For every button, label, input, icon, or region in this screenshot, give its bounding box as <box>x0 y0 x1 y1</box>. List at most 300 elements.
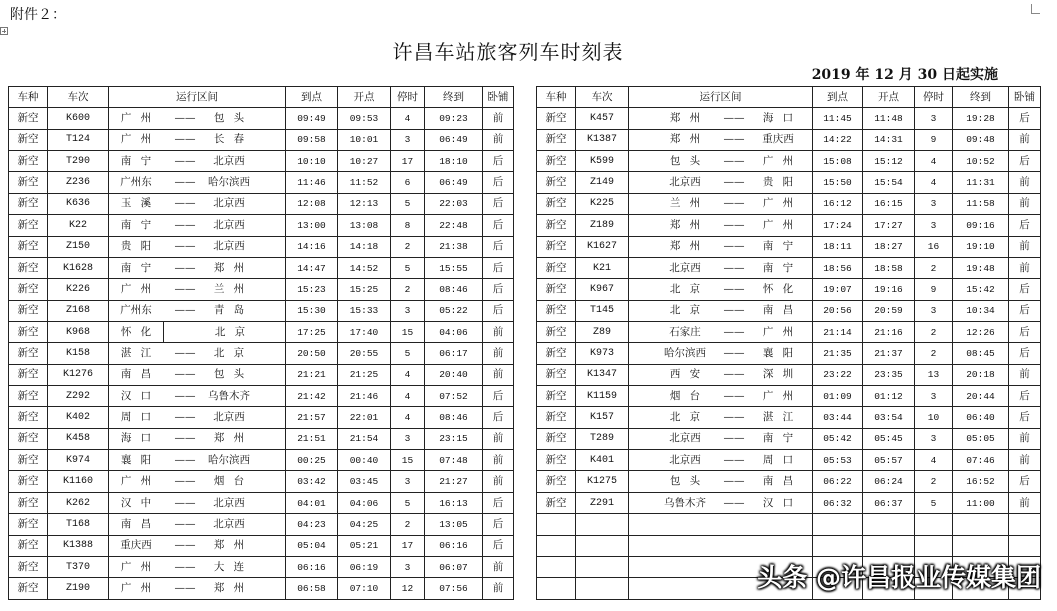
stop-minutes-cell: 4 <box>391 108 425 129</box>
timetable-row <box>9 578 514 599</box>
route-group <box>109 450 285 470</box>
timetable-row <box>537 279 1041 300</box>
train-type-cell: 新空 <box>537 257 576 278</box>
destination-station: 长 春 <box>213 133 245 146</box>
terminal-arrival-cell: 06:16 <box>425 535 483 556</box>
timetable-row <box>537 321 1041 342</box>
route-group <box>629 173 812 193</box>
berth-position-cell: 前 <box>483 556 514 577</box>
departure-time-cell: 06:19 <box>338 556 391 577</box>
train-number-cell: T289 <box>576 428 629 449</box>
train-type-cell: 新空 <box>9 193 48 214</box>
train-type-cell: 新空 <box>9 578 48 599</box>
berth-position-cell: 后 <box>483 279 514 300</box>
route-cell <box>629 492 813 513</box>
train-number-cell: T168 <box>48 514 109 535</box>
berth-position-cell: 后 <box>483 300 514 321</box>
train-type-cell: 新空 <box>9 364 48 385</box>
departure-time-cell: 15:12 <box>863 151 915 172</box>
route-group <box>629 343 812 363</box>
destination-station: 烟 台 <box>213 475 245 488</box>
terminal-arrival-cell: 15:42 <box>953 279 1009 300</box>
berth-position-cell: 后 <box>1009 343 1041 364</box>
route-separator: —— <box>174 581 196 594</box>
departure-time-cell: 05:57 <box>863 450 915 471</box>
train-type-cell: 新空 <box>537 386 576 407</box>
train-number-cell: K1388 <box>48 535 109 556</box>
train-number-cell: K457 <box>576 108 629 129</box>
arrival-time-cell: 04:23 <box>286 514 338 535</box>
timetable-row <box>9 386 514 407</box>
train-number-cell: Z189 <box>576 215 629 236</box>
arrival-time-cell: 23:22 <box>813 364 863 385</box>
timetable-left <box>8 86 514 600</box>
destination-station: 襄 阳 <box>762 346 794 359</box>
departure-time-cell: 09:53 <box>338 108 391 129</box>
origin-station: 广州东 <box>120 304 152 317</box>
destination-station: 北京西 <box>213 218 245 231</box>
route-cell <box>109 514 286 535</box>
route-cell <box>109 578 286 599</box>
arrival-time-cell: 03:44 <box>813 407 863 428</box>
arrival-time-cell: 06:22 <box>813 471 863 492</box>
timetable-row <box>9 535 514 556</box>
header-train-type: 车种 <box>9 87 48 108</box>
terminal-arrival-cell: 20:44 <box>953 386 1009 407</box>
departure-time-cell: 21:25 <box>338 364 391 385</box>
departure-time-cell <box>863 535 915 556</box>
train-number-cell: K225 <box>576 193 629 214</box>
route-cell <box>109 535 286 556</box>
train-number-cell: Z236 <box>48 172 109 193</box>
train-number-cell: K157 <box>576 407 629 428</box>
berth-position-cell: 后 <box>483 236 514 257</box>
train-number-cell: K1387 <box>576 129 629 150</box>
destination-station: 北 京 <box>214 325 246 338</box>
berth-position-cell: 后 <box>1009 279 1041 300</box>
train-number-cell <box>576 535 629 556</box>
destination-station: 乌鲁木齐 <box>208 389 250 402</box>
departure-time-cell: 21:16 <box>863 321 915 342</box>
departure-time-cell: 20:59 <box>863 300 915 321</box>
timetable-row <box>537 257 1041 278</box>
document-title: 许昌车站旅客列车时刻表 <box>392 40 624 64</box>
destination-station: 北京西 <box>213 496 245 509</box>
train-number-cell: K401 <box>576 450 629 471</box>
arrival-time-cell: 21:51 <box>286 428 338 449</box>
terminal-arrival-cell: 22:03 <box>425 193 483 214</box>
terminal-arrival-cell: 20:18 <box>953 364 1009 385</box>
destination-station: 广 州 <box>762 218 794 231</box>
departure-time-cell: 00:40 <box>338 450 391 471</box>
terminal-arrival-cell: 21:27 <box>425 471 483 492</box>
origin-station: 北京西 <box>669 176 701 189</box>
departure-time-cell: 07:10 <box>338 578 391 599</box>
route-group <box>629 130 812 150</box>
origin-station: 南 昌 <box>120 517 152 530</box>
train-number-cell: K599 <box>576 151 629 172</box>
header-route: 运行区间 <box>109 87 286 108</box>
route-separator: —— <box>174 475 196 488</box>
train-type-cell: 新空 <box>9 215 48 236</box>
train-number-cell: T290 <box>48 151 109 172</box>
arrival-time-cell: 21:35 <box>813 343 863 364</box>
train-number-cell: T124 <box>48 129 109 150</box>
timetable-row <box>537 172 1041 193</box>
arrival-time-cell: 21:57 <box>286 407 338 428</box>
terminal-arrival-cell: 06:49 <box>425 129 483 150</box>
train-number-cell: K1627 <box>576 236 629 257</box>
train-type-cell: 新空 <box>537 236 576 257</box>
route-separator: —— <box>723 154 745 167</box>
route-separator: —— <box>174 432 196 445</box>
berth-position-cell: 后 <box>483 386 514 407</box>
terminal-arrival-cell: 07:48 <box>425 450 483 471</box>
route-group <box>109 386 285 406</box>
train-type-cell <box>537 514 576 535</box>
route-separator <box>164 322 208 342</box>
timetable-row <box>9 321 514 342</box>
route-group <box>109 536 285 556</box>
destination-station: 郑 州 <box>213 539 245 552</box>
train-type-cell: 新空 <box>537 492 576 513</box>
route-cell <box>629 193 813 214</box>
origin-station: 周 口 <box>120 411 152 424</box>
destination-station: 贵 阳 <box>762 176 794 189</box>
terminal-arrival-cell: 07:52 <box>425 386 483 407</box>
arrival-time-cell: 15:23 <box>286 279 338 300</box>
origin-station: 贵 阳 <box>120 240 152 253</box>
destination-station: 兰 州 <box>213 282 245 295</box>
route-cell <box>629 386 813 407</box>
departure-time-cell: 19:16 <box>863 279 915 300</box>
route-separator: —— <box>723 325 745 338</box>
route-cell <box>629 321 813 342</box>
route-separator: —— <box>174 261 196 274</box>
terminal-arrival-cell: 06:07 <box>425 556 483 577</box>
route-group <box>629 408 812 428</box>
origin-station: 南 昌 <box>120 368 152 381</box>
timetable-row <box>9 428 514 449</box>
berth-position-cell: 前 <box>1009 428 1041 449</box>
arrival-time-cell: 21:42 <box>286 386 338 407</box>
departure-time-cell: 17:27 <box>863 215 915 236</box>
stop-minutes-cell: 4 <box>391 386 425 407</box>
route-group <box>109 578 285 598</box>
destination-station: 北京西 <box>213 240 245 253</box>
train-number-cell: K968 <box>48 321 109 342</box>
destination-station <box>756 514 800 534</box>
terminal-arrival-cell: 06:17 <box>425 343 483 364</box>
stop-minutes-cell: 3 <box>915 193 953 214</box>
arrival-time-cell <box>813 514 863 535</box>
berth-position-cell: 后 <box>1009 108 1041 129</box>
origin-station: 包 头 <box>669 475 701 488</box>
arrival-time-cell: 20:50 <box>286 343 338 364</box>
destination-station: 广 州 <box>762 389 794 402</box>
destination-station: 北京西 <box>213 411 245 424</box>
route-cell <box>629 108 813 129</box>
berth-position-cell: 前 <box>483 321 514 342</box>
route-separator: —— <box>723 240 745 253</box>
destination-station: 包 头 <box>213 112 245 125</box>
departure-time-cell: 05:45 <box>863 428 915 449</box>
route-separator: —— <box>174 368 196 381</box>
stop-minutes-cell: 6 <box>391 172 425 193</box>
train-type-cell: 新空 <box>537 193 576 214</box>
arrival-time-cell: 21:21 <box>286 364 338 385</box>
route-separator: —— <box>723 261 745 274</box>
route-group <box>109 472 285 492</box>
origin-station <box>658 514 712 534</box>
arrival-time-cell: 16:12 <box>813 193 863 214</box>
timetable-row <box>537 108 1041 129</box>
header-terminal-arrival: 终到 <box>953 87 1009 108</box>
origin-station: 重庆西 <box>120 539 152 552</box>
terminal-arrival-cell: 19:10 <box>953 236 1009 257</box>
terminal-arrival-cell: 16:13 <box>425 492 483 513</box>
origin-station: 襄 阳 <box>120 453 152 466</box>
destination-station: 哈尔滨西 <box>208 176 250 189</box>
origin-station: 北 京 <box>669 411 701 424</box>
departure-time-cell: 12:13 <box>338 193 391 214</box>
destination-station: 郑 州 <box>213 581 245 594</box>
berth-position-cell: 后 <box>483 257 514 278</box>
watermark-text: 头条 @许昌报业传媒集团 <box>757 563 1041 592</box>
arrival-time-cell: 09:49 <box>286 108 338 129</box>
departure-time-cell: 15:54 <box>863 172 915 193</box>
timetable-row <box>9 108 514 129</box>
route-group <box>629 109 812 129</box>
route-cell <box>109 193 286 214</box>
origin-station: 广 州 <box>120 112 152 125</box>
departure-time-cell: 03:45 <box>338 471 391 492</box>
route-separator: —— <box>174 453 196 466</box>
timetable-row <box>537 343 1041 364</box>
timetable-row <box>537 386 1041 407</box>
arrival-time-cell: 21:14 <box>813 321 863 342</box>
destination-station: 广 州 <box>762 325 794 338</box>
train-number-cell: Z190 <box>48 578 109 599</box>
stop-minutes-cell: 4 <box>915 151 953 172</box>
train-number-cell <box>576 578 629 599</box>
route-cell <box>629 450 813 471</box>
route-cell <box>109 215 286 236</box>
destination-station: 南 宁 <box>762 432 794 445</box>
origin-station <box>658 536 712 556</box>
origin-station: 怀 化 <box>109 322 164 342</box>
route-separator: —— <box>174 496 196 509</box>
origin-station: 广 州 <box>120 475 152 488</box>
train-number-cell <box>576 514 629 535</box>
train-type-cell: 新空 <box>9 535 48 556</box>
arrival-time-cell: 14:47 <box>286 257 338 278</box>
train-number-cell: K262 <box>48 492 109 513</box>
timetable-row <box>537 215 1041 236</box>
arrival-time-cell: 06:32 <box>813 492 863 513</box>
stop-minutes-cell: 17 <box>391 151 425 172</box>
berth-position-cell: 前 <box>483 578 514 599</box>
berth-position-cell: 前 <box>483 428 514 449</box>
stop-minutes-cell: 3 <box>391 556 425 577</box>
route-group <box>629 450 812 470</box>
timetable-row <box>537 193 1041 214</box>
terminal-arrival-cell: 04:06 <box>425 321 483 342</box>
timetable-row <box>9 514 514 535</box>
route-cell <box>629 279 813 300</box>
route-cell <box>629 257 813 278</box>
route-separator: —— <box>723 112 745 125</box>
berth-position-cell <box>1009 535 1041 556</box>
stop-minutes-cell: 4 <box>915 172 953 193</box>
timetable-row <box>537 236 1041 257</box>
route-group <box>109 109 285 129</box>
berth-position-cell: 前 <box>483 450 514 471</box>
train-type-cell: 新空 <box>9 428 48 449</box>
route-separator: —— <box>723 432 745 445</box>
stop-minutes-cell: 13 <box>915 364 953 385</box>
train-number-cell: K973 <box>576 343 629 364</box>
terminal-arrival-cell: 12:26 <box>953 321 1009 342</box>
route-cell <box>109 492 286 513</box>
route-separator: —— <box>174 389 196 402</box>
berth-position-cell: 前 <box>1009 492 1041 513</box>
route-group <box>629 279 812 299</box>
stop-minutes-cell: 3 <box>915 215 953 236</box>
departure-time-cell: 14:18 <box>338 236 391 257</box>
destination-station: 哈尔滨西 <box>208 453 250 466</box>
berth-position-cell: 前 <box>483 108 514 129</box>
route-cell <box>109 300 286 321</box>
train-type-cell: 新空 <box>9 471 48 492</box>
origin-station: 广 州 <box>120 581 152 594</box>
train-number-cell: K1628 <box>48 257 109 278</box>
route-group <box>629 493 812 513</box>
stop-minutes-cell: 4 <box>391 407 425 428</box>
header-departure: 开点 <box>863 87 915 108</box>
origin-station: 南 宁 <box>120 154 152 167</box>
train-type-cell: 新空 <box>537 428 576 449</box>
route-separator <box>712 578 756 598</box>
route-group <box>109 408 285 428</box>
route-group <box>109 258 285 278</box>
train-number-cell: K974 <box>48 450 109 471</box>
train-type-cell <box>537 556 576 577</box>
train-type-cell: 新空 <box>537 215 576 236</box>
arrival-time-cell: 15:30 <box>286 300 338 321</box>
departure-time-cell: 11:52 <box>338 172 391 193</box>
origin-station: 玉 溪 <box>120 197 152 210</box>
stop-minutes-cell: 17 <box>391 535 425 556</box>
stop-minutes-cell: 4 <box>391 364 425 385</box>
timetable-row <box>9 279 514 300</box>
route-separator: —— <box>174 240 196 253</box>
route-cell <box>109 172 286 193</box>
timetable-row <box>537 428 1041 449</box>
departure-time-cell: 05:21 <box>338 535 391 556</box>
departure-time-cell: 06:37 <box>863 492 915 513</box>
departure-time-cell: 03:54 <box>863 407 915 428</box>
departure-time-cell: 18:58 <box>863 257 915 278</box>
train-type-cell: 新空 <box>9 321 48 342</box>
route-separator: —— <box>723 282 745 295</box>
timetable-row <box>9 129 514 150</box>
departure-time-cell: 14:31 <box>863 129 915 150</box>
route-separator: —— <box>174 411 196 424</box>
route-cell <box>109 257 286 278</box>
berth-position-cell: 前 <box>483 129 514 150</box>
header-row <box>9 87 514 108</box>
route-cell <box>629 129 813 150</box>
origin-station: 石家庄 <box>669 325 701 338</box>
origin-station: 湛 江 <box>120 346 152 359</box>
destination-station: 郑 州 <box>213 432 245 445</box>
origin-station: 南 宁 <box>120 261 152 274</box>
route-cell <box>109 236 286 257</box>
origin-station: 北 京 <box>669 282 701 295</box>
departure-time-cell: 04:06 <box>338 492 391 513</box>
route-separator: —— <box>723 133 745 146</box>
train-number-cell: Z291 <box>576 492 629 513</box>
train-type-cell: 新空 <box>537 108 576 129</box>
train-type-cell: 新空 <box>537 471 576 492</box>
route-separator: —— <box>174 304 196 317</box>
departure-time-cell: 06:24 <box>863 471 915 492</box>
berth-position-cell: 前 <box>483 471 514 492</box>
departure-time-cell: 23:35 <box>863 364 915 385</box>
origin-station: 广 州 <box>120 282 152 295</box>
departure-time-cell: 01:12 <box>863 386 915 407</box>
arrival-time-cell: 00:25 <box>286 450 338 471</box>
terminal-arrival-cell: 08:46 <box>425 279 483 300</box>
header-berth: 卧铺 <box>1009 87 1041 108</box>
route-group <box>109 194 285 214</box>
route-cell <box>109 321 286 342</box>
arrival-time-cell: 09:58 <box>286 129 338 150</box>
arrival-time-cell: 05:04 <box>286 535 338 556</box>
destination-station: 南 昌 <box>762 475 794 488</box>
route-separator: —— <box>723 368 745 381</box>
berth-position-cell: 后 <box>483 172 514 193</box>
train-type-cell <box>537 578 576 599</box>
terminal-arrival-cell: 09:23 <box>425 108 483 129</box>
berth-position-cell: 前 <box>1009 364 1041 385</box>
route-group <box>629 386 812 406</box>
table-move-handle-icon[interactable] <box>0 27 8 35</box>
arrival-time-cell: 10:10 <box>286 151 338 172</box>
train-type-cell: 新空 <box>9 151 48 172</box>
stop-minutes-cell: 16 <box>915 236 953 257</box>
route-cell <box>109 129 286 150</box>
train-number-cell: K1276 <box>48 364 109 385</box>
origin-station: 北 京 <box>669 304 701 317</box>
arrival-time-cell: 20:56 <box>813 300 863 321</box>
destination-station: 汉 口 <box>762 496 794 509</box>
origin-station <box>658 557 712 577</box>
train-type-cell: 新空 <box>9 386 48 407</box>
route-separator: —— <box>174 560 196 573</box>
route-cell <box>109 279 286 300</box>
train-type-cell: 新空 <box>537 279 576 300</box>
route-group <box>629 536 812 556</box>
departure-time-cell: 10:01 <box>338 129 391 150</box>
origin-station: 烟 台 <box>669 389 701 402</box>
train-type-cell: 新空 <box>9 236 48 257</box>
arrival-time-cell: 11:46 <box>286 172 338 193</box>
terminal-arrival-cell: 06:40 <box>953 407 1009 428</box>
berth-position-cell: 后 <box>1009 471 1041 492</box>
terminal-arrival-cell: 05:22 <box>425 300 483 321</box>
